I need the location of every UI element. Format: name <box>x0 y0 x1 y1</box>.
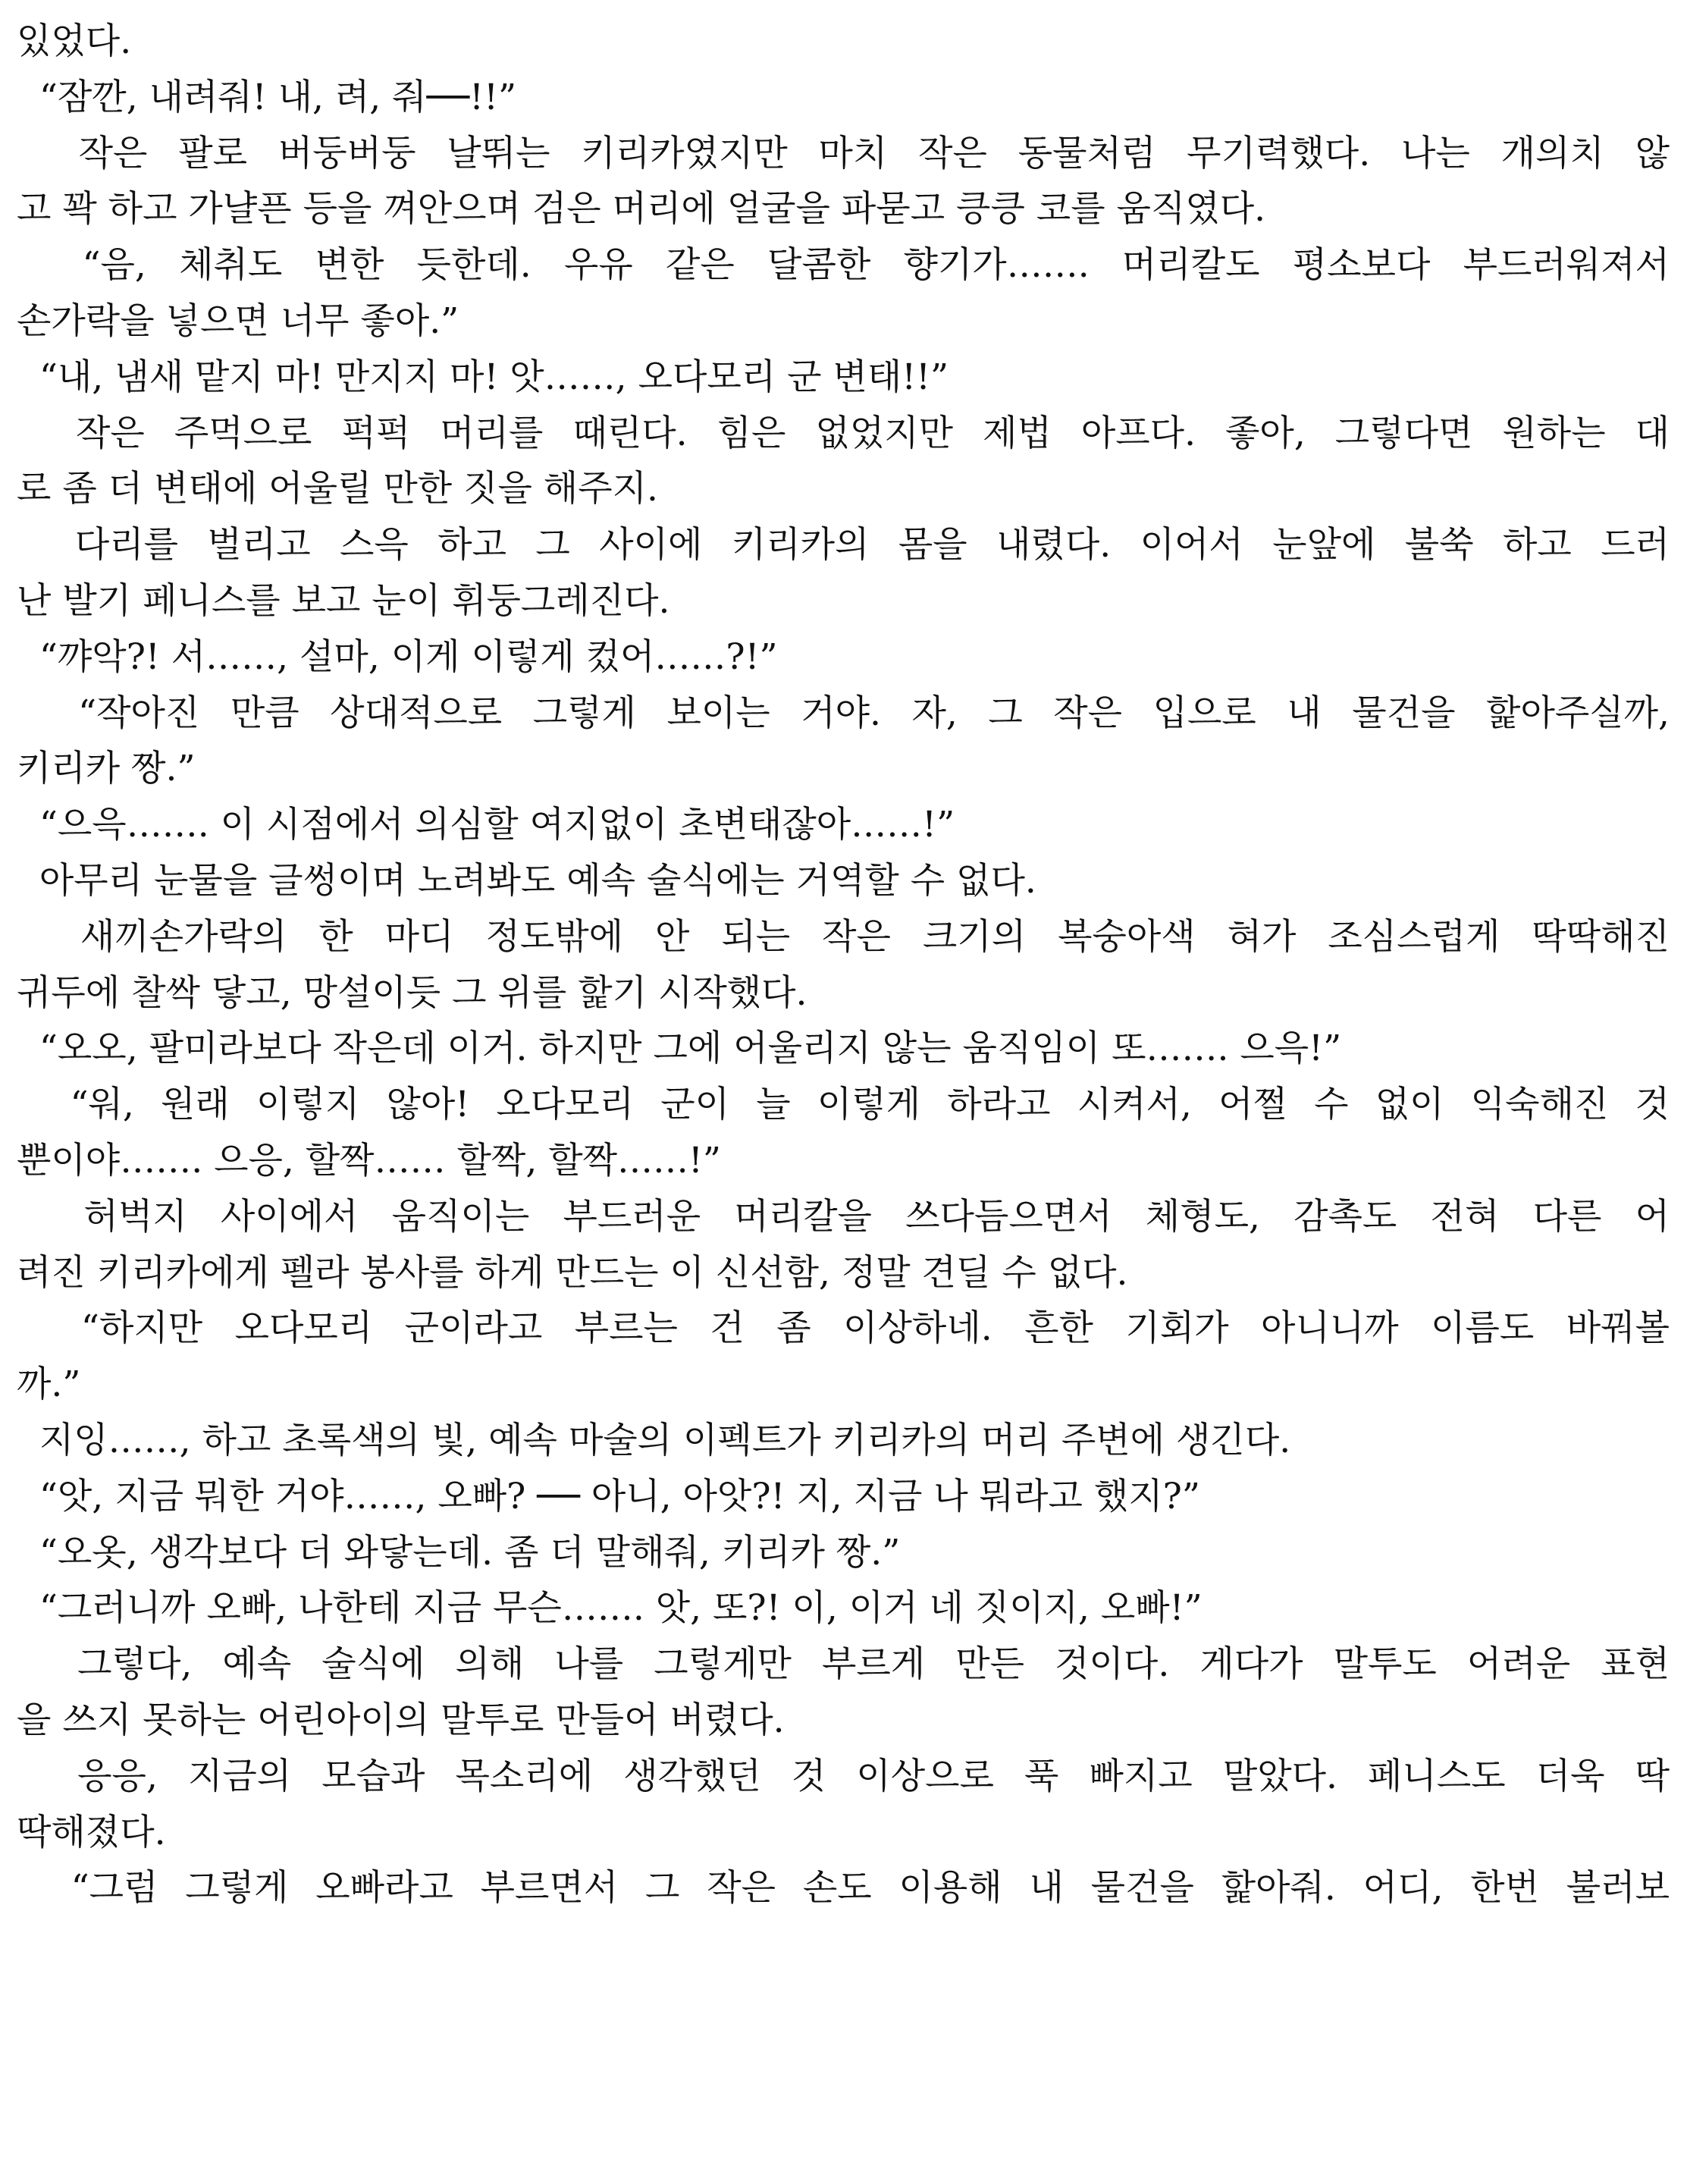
text-line: “워, 원래 이렇지 않아! 오다모리 군이 늘 이렇게 하라고 시켜서, 어쩔 수 없이 익숙해진 것 <box>17 1084 1670 1126</box>
text-line: 난 발기 페니스를 보고 눈이 휘둥그레진다. <box>17 579 670 622</box>
text-line: 그렇다, 예속 술식에 의해 나를 그렇게만 부르게 만든 것이다. 게다가 말투도 어려운 표현 <box>17 1643 1670 1686</box>
text-line: “꺄악?! 서……, 설마, 이게 이렇게 컸어……?!” <box>17 635 778 678</box>
text-line: “작아진 만큼 상대적으로 그렇게 보이는 거야. 자, 그 작은 입으로 내 물건을 핥아주실까, <box>17 692 1670 734</box>
text-line: 있었다. <box>17 20 132 62</box>
text-line: “잠깐, 내려줘! 내, 려, 줘──!!” <box>17 76 516 118</box>
text-line: 작은 팔로 버둥버둥 날뛰는 키리카였지만 마치 작은 동물처럼 무기력했다. 나는 개의치 않 <box>17 132 1670 174</box>
text-line: 허벅지 사이에서 움직이는 부드러운 머리칼을 쓰다듬으면서 체형도, 감촉도 전혀 다른 어 <box>17 1195 1670 1238</box>
text-line: 고 꽉 하고 가냘픈 등을 껴안으며 검은 머리에 얼굴을 파묻고 킁킁 코를 움직였다. <box>17 188 1266 231</box>
text-line: “으윽……. 이 시점에서 의심할 여지없이 초변태잖아……!” <box>17 804 955 846</box>
text-line: 까.” <box>17 1363 81 1406</box>
text-line: “그러니까 오빠, 나한테 지금 무슨……. 앗, 또?! 이, 이거 네 짓이지, 오빠!” <box>17 1587 1203 1630</box>
text-line: “앗, 지금 뭐한 거야……, 오빠? ── 아니, 아앗?! 지, 지금 나 뭐라고 했지?” <box>17 1475 1200 1517</box>
text-line: 을 쓰지 못하는 어린아이의 말투로 만들어 버렸다. <box>17 1699 785 1741</box>
text-line: “그럼 그렇게 오빠라고 부르면서 그 작은 손도 이용해 내 물건을 핥아줘. 어디, 한번 불러보 <box>17 1867 1670 1909</box>
text-line: 새끼손가락의 한 마디 정도밖에 안 되는 작은 크기의 복숭아색 혀가 조심스럽게 딱딱해진 <box>17 915 1670 958</box>
text-line: 키리카 짱.” <box>17 748 196 790</box>
text-line: 뿐이야……. 으응, 할짝…… 할짝, 할짝……!” <box>17 1139 721 1181</box>
text-line: 지잉……, 하고 초록색의 빛, 예속 마술의 이펙트가 키리카의 머리 주변에 생긴다. <box>17 1419 1291 1461</box>
text-line: 응응, 지금의 모습과 목소리에 생각했던 것 이상으로 푹 빠지고 말았다. 페니스도 더욱 딱 <box>17 1755 1670 1797</box>
text-line: 손가락을 넣으면 너무 좋아.” <box>17 300 459 342</box>
text-line: 딱해졌다. <box>17 1811 166 1853</box>
text-line: 로 좀 더 변태에 어울릴 만한 짓을 해주지. <box>17 468 658 510</box>
document-page <box>17 14 1670 1916</box>
text-line: 다리를 벌리고 스윽 하고 그 사이에 키리카의 몸을 내렸다. 이어서 눈앞에 불쑥 하고 드러 <box>17 524 1670 566</box>
text-line: “내, 냄새 맡지 마! 만지지 마! 앗……, 오다모리 군 변태!!” <box>17 356 949 398</box>
text-line: “음, 체취도 변한 듯한데. 우유 같은 달콤한 향기가……. 머리칼도 평소보다 부드러워져서 <box>17 244 1670 287</box>
text-line: “하지만 오다모리 군이라고 부르는 건 좀 이상하네. 흔한 기회가 아니니까 이름도 바꿔볼 <box>17 1307 1670 1350</box>
text-line: 귀두에 찰싹 닿고, 망설이듯 그 위를 핥기 시작했다. <box>17 971 807 1014</box>
text-line: “오오, 팔미라보다 작은데 이거. 하지만 그에 어울리지 않는 움직임이 또……. 으윽!” <box>17 1028 1342 1070</box>
text-line: 려진 키리카에게 펠라 봉사를 하게 만드는 이 신선함, 정말 견딜 수 없다. <box>17 1251 1128 1294</box>
text-line: 작은 주먹으로 퍽퍽 머리를 때린다. 힘은 없었지만 제법 아프다. 좋아, 그렇다면 원하는 대 <box>17 412 1670 454</box>
text-line: 아무리 눈물을 글썽이며 노려봐도 예속 술식에는 거역할 수 없다. <box>17 859 1036 902</box>
text-line: “오옷, 생각보다 더 와닿는데. 좀 더 말해줘, 키리카 짱.” <box>17 1531 901 1574</box>
